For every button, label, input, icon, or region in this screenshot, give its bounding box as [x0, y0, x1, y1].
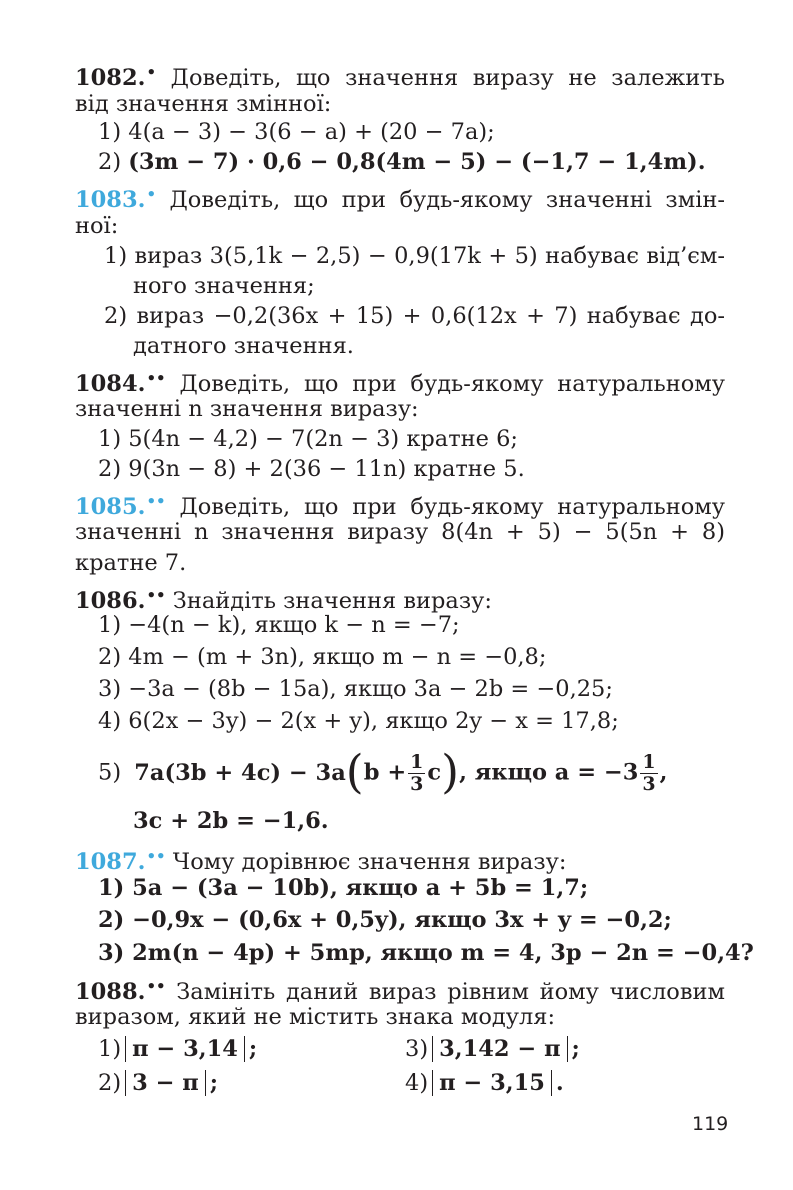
left-paren: ( [345, 744, 364, 799]
problem-1084-line-1: 1084.•• Доведіть, що при будь-якому натуральному [75, 369, 725, 397]
problem-number-1088: 1088.•• [75, 977, 166, 1005]
problem-1085-line-1: 1085.•• Доведіть, що при будь-якому натуральному [75, 492, 725, 520]
problem-number-1085: 1085.•• [75, 492, 166, 520]
problem-1086-line-1: 1086.•• Знайдіть значення виразу: [75, 586, 492, 614]
problem-1086-item-5-cont: 3c + 2b = −1,6. [133, 808, 329, 834]
problem-1088-line-1: 1088.•• Замініть даний вираз рівним йому числовим [75, 977, 725, 1005]
problem-1084-item-2: 2) 9(3n − 8) + 2(36 − 11n) кратне 5. [98, 456, 525, 482]
problem-1086-item-5: 5) 7a(3b + 4c) − 3a(b + $\frac{1}{3}$ c), якщо a = −3 $\frac{1}{3}$ , [98, 744, 668, 799]
abs-pi-minus-3-14: π − 3,14 [125, 1036, 245, 1062]
problem-1084-item-1: 1) 5(4n − 4,2) − 7(2n − 3) кратне 6; [98, 426, 519, 452]
fraction-one-third: $\frac{1}{3}$ [410, 751, 424, 795]
abs-3-142-minus-pi: 3,142 − π [432, 1036, 567, 1062]
problem-number-1086: 1086.•• [75, 586, 166, 614]
mixed-fraction-one-third: $\frac{1}{3}$ [642, 751, 656, 795]
problem-1085-line-2: значенні n значення виразу 8(4n + 5) − 5(5n + 8) [75, 519, 725, 545]
right-paren: ) [441, 744, 460, 799]
problem-1083-line-2: ної: [75, 213, 119, 239]
problem-1084-line-2: значенні n значення виразу: [75, 396, 419, 422]
problem-1082-line-1: 1082.• Доведіть, що значення виразу не залежить [75, 63, 725, 91]
problem-1088-line-2: виразом, який не містить знака модуля: [75, 1004, 556, 1030]
problem-1085-line-3: кратне 7. [75, 550, 187, 576]
problem-1088-row-1: 1) π − 3,14 ; 3) 3,142 − π ; [98, 1033, 725, 1065]
problem-1083-item-1-cont: ного значення; [133, 273, 315, 299]
problem-1083-item-2: 2) вираз −0,2(36x + 15) + 0,6(12x + 7) набуває до- [104, 303, 725, 329]
problem-1082-line-2: від значення змінної: [75, 91, 332, 117]
problem-1082-item-1: 1) 4(a − 3) − 3(6 − a) + (20 − 7a); [98, 119, 495, 145]
problem-1086-item-2: 2) 4m − (m + 3n), якщо m − n = −0,8; [98, 644, 547, 670]
problem-1087-item-3: 3) 2m(n − 4p) + 5mp, якщо m = 4, 3p − 2n = −0,4? [98, 940, 754, 966]
problem-1088-item-3: 3) 3,142 − π ; [405, 1036, 580, 1062]
problem-number-1082: 1082.• [75, 63, 157, 91]
problem-1083-line-1: 1083.• Доведіть, що при будь-якому значенні змін- [75, 185, 725, 213]
problem-1082-item-2: 2) (3m − 7) · 0,6 − 0,8(4m − 5) − (−1,7 − 1,4m). [98, 149, 706, 175]
problem-1087-item-1: 1) 5a − (3a − 10b), якщо a + 5b = 1,7; [98, 875, 589, 901]
problem-1086-item-1: 1) −4(n − k), якщо k − n = −7; [98, 612, 460, 638]
problem-1083-item-1: 1) вираз 3(5,1k − 2,5) − 0,9(17k + 5) набуває від’єм- [104, 243, 725, 269]
problem-1088-item-4: 4) π − 3,15 . [405, 1070, 564, 1096]
problem-1087-item-2: 2) −0,9x − (0,6x + 0,5y), якщо 3x + y = −0,2; [98, 907, 672, 933]
problem-1087-line-1: 1087.•• Чому дорівнює значення виразу: [75, 847, 567, 875]
problem-1088-row-2: 2) 3 − π ; 4) π − 3,15 . [98, 1067, 725, 1099]
problem-number-1087: 1087.•• [75, 847, 166, 875]
problem-number-1083: 1083.• [75, 185, 157, 213]
page-number: 119 [692, 1113, 729, 1135]
problem-number-1084: 1084.•• [75, 369, 166, 397]
abs-3-minus-pi: 3 − π [125, 1070, 206, 1096]
abs-pi-minus-3-15: π − 3,15 [432, 1070, 552, 1096]
problem-1086-item-3: 3) −3a − (8b − 15a), якщо 3a − 2b = −0,25; [98, 676, 613, 702]
problem-1086-item-4: 4) 6(2x − 3y) − 2(x + y), якщо 2y − x = 17,8; [98, 708, 619, 734]
problem-1083-item-2-cont: датного значення. [133, 333, 354, 359]
